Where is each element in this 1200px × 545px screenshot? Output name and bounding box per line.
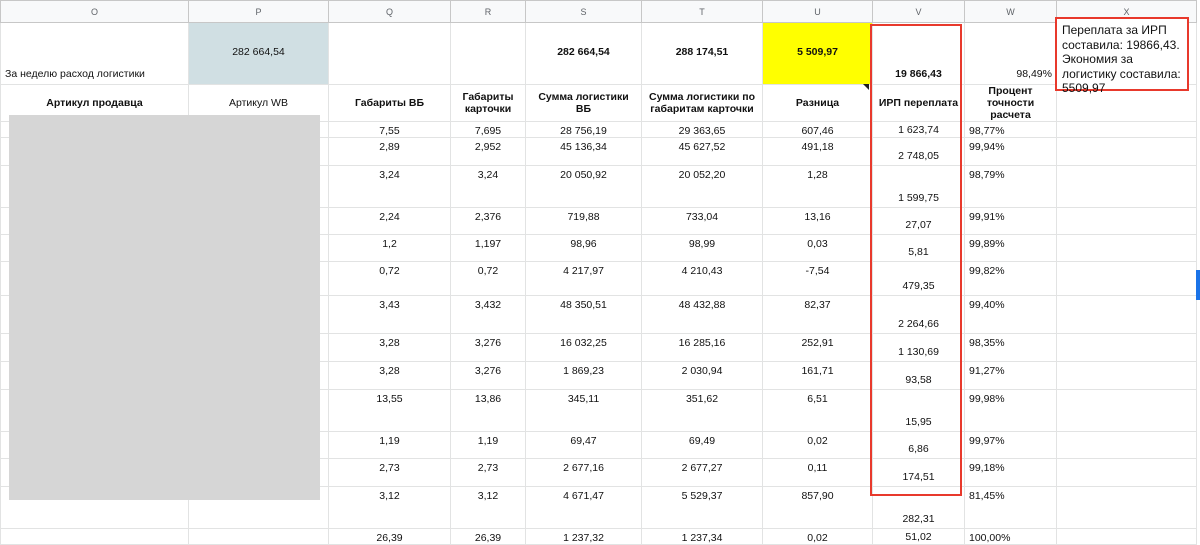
cell-u[interactable]: 13,16 — [763, 208, 873, 235]
cell-s[interactable]: 2 677,16 — [526, 459, 642, 487]
cell-v[interactable]: 174,51 — [873, 459, 965, 487]
cell-x[interactable] — [1057, 529, 1197, 545]
cell-x[interactable] — [1057, 362, 1197, 390]
cell-q[interactable]: 3,24 — [329, 166, 451, 208]
cell-s[interactable]: 16 032,25 — [526, 334, 642, 362]
cell-q[interactable]: 3,28 — [329, 334, 451, 362]
cell-v[interactable]: 51,02 — [873, 529, 965, 545]
cell-v[interactable]: 2 264,66 — [873, 296, 965, 334]
column-header-t[interactable]: T — [642, 1, 763, 23]
cell-s[interactable]: 98,96 — [526, 235, 642, 262]
cell-w[interactable]: 98,79% — [965, 166, 1057, 208]
cell-v[interactable]: 27,07 — [873, 208, 965, 235]
cell-q[interactable]: 13,55 — [329, 390, 451, 432]
cell-x[interactable] — [1057, 262, 1197, 296]
cell-t[interactable]: 2 030,94 — [642, 362, 763, 390]
header-card-logistics-sum[interactable]: Сумма логистики по габаритам карточки — [642, 85, 763, 122]
header-card-dimensions[interactable]: Габариты карточки — [451, 85, 526, 122]
cell-w[interactable]: 99,98% — [965, 390, 1057, 432]
cell-r[interactable]: 3,24 — [451, 166, 526, 208]
cell-v[interactable]: 5,81 — [873, 235, 965, 262]
cell-r[interactable]: 3,276 — [451, 334, 526, 362]
cell-u[interactable]: 0,02 — [763, 529, 873, 545]
cell-q[interactable]: 2,89 — [329, 138, 451, 166]
cell-t[interactable]: 20 052,20 — [642, 166, 763, 208]
cell-q[interactable]: 26,39 — [329, 529, 451, 545]
cell-w[interactable]: 99,97% — [965, 432, 1057, 459]
cell-q[interactable]: 3,43 — [329, 296, 451, 334]
column-header-w[interactable]: W — [965, 1, 1057, 23]
cell-r[interactable]: 1,197 — [451, 235, 526, 262]
cell-s[interactable]: 4 671,47 — [526, 487, 642, 529]
cell-p[interactable] — [189, 529, 329, 545]
cell-s[interactable]: 48 350,51 — [526, 296, 642, 334]
cell-r[interactable]: 7,695 — [451, 122, 526, 138]
column-header-o[interactable]: O — [1, 1, 189, 23]
cell-s[interactable]: 69,47 — [526, 432, 642, 459]
cell-v[interactable]: 1 599,75 — [873, 166, 965, 208]
cell-s[interactable]: 345,11 — [526, 390, 642, 432]
cell-s[interactable]: 1 869,23 — [526, 362, 642, 390]
cell-t[interactable]: 69,49 — [642, 432, 763, 459]
header-accuracy-percent[interactable]: Процент точности расчета — [965, 85, 1057, 122]
cell-r[interactable]: 3,276 — [451, 362, 526, 390]
cell-q[interactable]: 0,72 — [329, 262, 451, 296]
annotation-note: Переплата за ИРП составила: 19866,43. Экономия за логистику составила: 5509,97 — [1055, 17, 1189, 91]
cell-x[interactable] — [1057, 122, 1197, 138]
cell-u[interactable]: 857,90 — [763, 487, 873, 529]
cell-u[interactable]: 607,46 — [763, 122, 873, 138]
cell-u[interactable]: 6,51 — [763, 390, 873, 432]
cell-x[interactable] — [1057, 390, 1197, 432]
cell-q[interactable]: 2,73 — [329, 459, 451, 487]
cell-q[interactable]: 3,12 — [329, 487, 451, 529]
column-header-x[interactable]: X — [1057, 1, 1197, 23]
cell-u[interactable]: 0,11 — [763, 459, 873, 487]
header-wb-logistics-sum[interactable]: Сумма логистики ВБ — [526, 85, 642, 122]
cell-u[interactable]: 491,18 — [763, 138, 873, 166]
column-header-u[interactable]: U — [763, 1, 873, 23]
cell-w[interactable]: 99,18% — [965, 459, 1057, 487]
cell-v[interactable]: 1 130,69 — [873, 334, 965, 362]
cell-w[interactable]: 99,89% — [965, 235, 1057, 262]
column-header-r[interactable]: R — [451, 1, 526, 23]
comment-indicator-icon — [863, 84, 869, 90]
cell-t[interactable]: 4 210,43 — [642, 262, 763, 296]
cell-r[interactable]: 3,12 — [451, 487, 526, 529]
cell-w[interactable]: 99,82% — [965, 262, 1057, 296]
cell-w[interactable]: 98,35% — [965, 334, 1057, 362]
redacted-area — [9, 115, 320, 500]
cell-v[interactable]: 2 748,05 — [873, 138, 965, 166]
cell-u[interactable]: 252,91 — [763, 334, 873, 362]
cell-s[interactable]: 1 237,32 — [526, 529, 642, 545]
cell-t[interactable]: 733,04 — [642, 208, 763, 235]
cell-t[interactable]: 2 677,27 — [642, 459, 763, 487]
cell-x[interactable] — [1057, 166, 1197, 208]
table-row — [1, 529, 1197, 545]
scrollbar-handle[interactable] — [1196, 270, 1200, 300]
cell-x[interactable] — [1057, 138, 1197, 166]
cell-w[interactable]: 91,27% — [965, 362, 1057, 390]
summary-s[interactable]: 282 664,54 — [526, 23, 642, 85]
cell-x[interactable] — [1057, 487, 1197, 529]
column-header-v[interactable]: V — [873, 1, 965, 23]
cell-w[interactable]: 81,45% — [965, 487, 1057, 529]
cell-v[interactable]: 479,35 — [873, 262, 965, 296]
column-header-q[interactable]: Q — [329, 1, 451, 23]
cell-t[interactable]: 45 627,52 — [642, 138, 763, 166]
summary-p[interactable]: 282 664,54 — [189, 23, 329, 85]
header-irp-overpayment[interactable]: ИРП переплата — [873, 85, 965, 122]
summary-label[interactable]: За неделю расход логистики — [1, 23, 189, 85]
cell-t[interactable]: 29 363,65 — [642, 122, 763, 138]
summary-u[interactable]: 5 509,97 — [763, 23, 873, 85]
cell-t[interactable]: 16 285,16 — [642, 334, 763, 362]
cell-q[interactable]: 3,28 — [329, 362, 451, 390]
header-difference[interactable]: Разница — [763, 85, 873, 122]
cell-t[interactable]: 1 237,34 — [642, 529, 763, 545]
cell-q[interactable]: 1,2 — [329, 235, 451, 262]
cell-r[interactable]: 2,952 — [451, 138, 526, 166]
cell-w[interactable]: 100,00% — [965, 529, 1057, 545]
cell-s[interactable]: 4 217,97 — [526, 262, 642, 296]
cell-v[interactable]: 1 623,74 — [873, 122, 965, 138]
cell-u[interactable]: 82,37 — [763, 296, 873, 334]
cell-x[interactable] — [1057, 235, 1197, 262]
cell-q[interactable]: 2,24 — [329, 208, 451, 235]
cell-s[interactable]: 719,88 — [526, 208, 642, 235]
summary-t[interactable]: 288 174,51 — [642, 23, 763, 85]
cell-u[interactable]: 0,03 — [763, 235, 873, 262]
cell-u[interactable]: 1,28 — [763, 166, 873, 208]
summary-r[interactable] — [451, 23, 526, 85]
cell-r[interactable]: 3,432 — [451, 296, 526, 334]
cell-q[interactable]: 1,19 — [329, 432, 451, 459]
cell-t[interactable]: 98,99 — [642, 235, 763, 262]
cell-v[interactable]: 6,86 — [873, 432, 965, 459]
cell-s[interactable]: 45 136,34 — [526, 138, 642, 166]
cell-u[interactable]: 161,71 — [763, 362, 873, 390]
header-seller-article[interactable]: Артикул продавца — [1, 85, 189, 122]
cell-t[interactable]: 48 432,88 — [642, 296, 763, 334]
cell-x[interactable] — [1057, 432, 1197, 459]
cell-x[interactable] — [1057, 296, 1197, 334]
column-header-row — [1, 1, 1197, 23]
cell-w[interactable]: 99,40% — [965, 296, 1057, 334]
header-wb-dimensions[interactable]: Габариты ВБ — [329, 85, 451, 122]
cell-o[interactable] — [1, 529, 189, 545]
column-header-p[interactable]: P — [189, 1, 329, 23]
cell-u[interactable]: 0,02 — [763, 432, 873, 459]
cell-r[interactable]: 26,39 — [451, 529, 526, 545]
cell-x[interactable] — [1057, 459, 1197, 487]
cell-w[interactable]: 99,91% — [965, 208, 1057, 235]
cell-r[interactable]: 13,86 — [451, 390, 526, 432]
cell-x[interactable] — [1057, 208, 1197, 235]
cell-w[interactable]: 98,77% — [965, 122, 1057, 138]
summary-row — [1, 23, 1197, 85]
cell-r[interactable]: 1,19 — [451, 432, 526, 459]
cell-w[interactable]: 99,94% — [965, 138, 1057, 166]
cell-r[interactable]: 0,72 — [451, 262, 526, 296]
header-wb-article[interactable]: Артикул WB — [189, 85, 329, 122]
cell-q[interactable]: 7,55 — [329, 122, 451, 138]
cell-u[interactable]: -7,54 — [763, 262, 873, 296]
cell-v[interactable]: 282,31 — [873, 487, 965, 529]
cell-s[interactable]: 28 756,19 — [526, 122, 642, 138]
cell-v[interactable]: 15,95 — [873, 390, 965, 432]
cell-r[interactable]: 2,376 — [451, 208, 526, 235]
cell-s[interactable]: 20 050,92 — [526, 166, 642, 208]
cell-r[interactable]: 2,73 — [451, 459, 526, 487]
summary-v[interactable]: 19 866,43 — [873, 23, 965, 85]
column-header-s[interactable]: S — [526, 1, 642, 23]
cell-v[interactable]: 93,58 — [873, 362, 965, 390]
cell-t[interactable]: 351,62 — [642, 390, 763, 432]
summary-q[interactable] — [329, 23, 451, 85]
summary-w[interactable]: 98,49% — [965, 23, 1057, 85]
cell-x[interactable] — [1057, 334, 1197, 362]
cell-t[interactable]: 5 529,37 — [642, 487, 763, 529]
